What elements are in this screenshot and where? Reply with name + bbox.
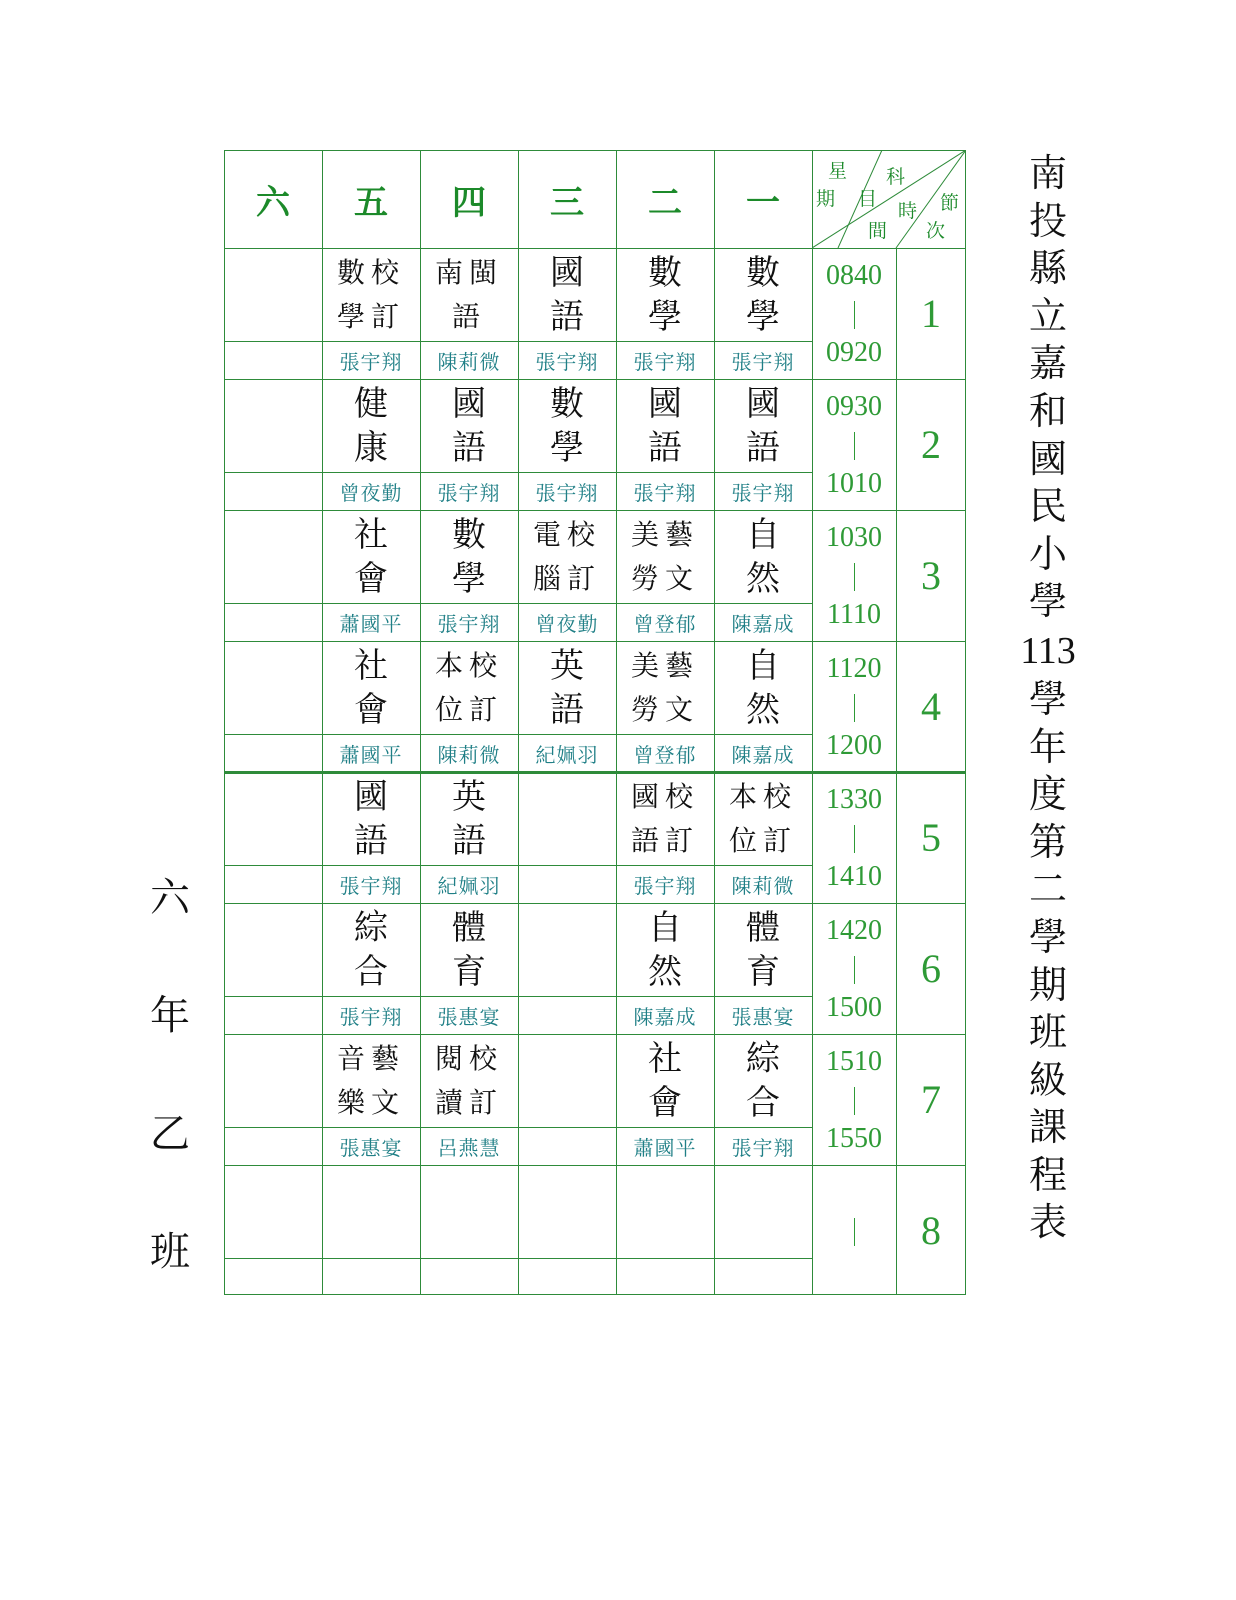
day-header: 六 [256,182,290,223]
subject-line: 腦訂 [532,561,601,595]
subject-cell [224,379,322,472]
period-end-time: 1410 [826,861,882,892]
corner-label-mu: 目 [858,188,878,210]
subject-line: 閱校 [434,1041,503,1075]
teacher-name [714,1258,812,1296]
teacher-name: 陳嘉成 [731,742,795,767]
title-char: 縣 [1028,246,1067,291]
corner-label-shi: 時 [898,200,918,222]
time-range-dash [854,563,855,591]
subject-cell [616,772,714,865]
corner-label-qi: 期 [816,188,836,210]
corner-label-ci: 次 [926,220,946,242]
subject-cell [420,1165,518,1258]
teacher-name [518,996,616,1034]
period-end-time: 1200 [826,730,882,761]
period-start-time: 1510 [826,1046,882,1077]
title-char: 113 [1020,629,1076,672]
subject-line: 學 [648,296,682,337]
subject-line: 數 [746,252,780,293]
day-header: 四 [452,182,486,223]
subject-cell [224,641,322,734]
subject-line: 語 [452,427,486,468]
subject-cell [518,510,616,603]
subject-line: 綜 [354,907,388,948]
corner-label-ke: 科 [886,166,906,188]
subject-cell [714,1165,812,1258]
teacher-name: 陳莉微 [731,873,795,898]
subject-cell [616,1034,714,1127]
teacher-name: 張宇翔 [339,873,403,898]
subject-cell [224,772,322,865]
period-number: 6 [921,946,941,991]
period-time [812,784,896,893]
title-char: 度 [1028,772,1067,817]
subject-line: 然 [648,951,682,992]
subject-line: 綜 [746,1038,780,1079]
subject-cell [322,641,420,734]
subject-cell [714,248,812,341]
title-char: 立 [1028,293,1067,338]
time-range-dash [854,825,855,853]
subject-cell [224,248,322,341]
time-range-dash [854,956,855,984]
subject-line: 育 [452,951,486,992]
subject-line: 國 [550,252,584,293]
corner-label-xing: 星 [828,160,848,182]
subject-cell [420,248,518,341]
subject-cell [322,1034,420,1127]
period-number: 8 [921,1208,941,1253]
subject-line: 自 [746,645,780,686]
teacher-name: 曾登郁 [633,742,697,767]
subject-line: 語 [354,820,388,861]
teacher-name [518,1127,616,1165]
teacher-name: 張宇翔 [535,480,599,505]
subject-line: 美藝 [630,517,699,551]
teacher-name: 蕭國平 [339,742,403,767]
timetable-title [1018,150,1078,1247]
subject-cell [518,248,616,341]
subject-line: 健 [354,383,388,424]
subject-cell [322,903,420,996]
teacher-name: 張惠宴 [731,1004,795,1029]
teacher-name: 曾登郁 [633,611,697,636]
subject-cell [518,903,616,996]
subject-cell [518,641,616,734]
period-end-time: 0920 [826,337,882,368]
time-range-dash [854,1218,855,1246]
subject-line: 體 [452,907,486,948]
teacher-name: 呂燕慧 [437,1135,501,1160]
subject-cell [224,510,322,603]
subject-line: 英 [550,645,584,686]
teacher-name [224,996,322,1034]
title-char: 嘉 [1028,341,1067,386]
subject-cell [518,1165,616,1258]
subject-line: 合 [746,1082,780,1123]
subject-line: 體 [746,907,780,948]
subject-line: 康 [354,427,388,468]
subject-line: 國 [648,383,682,424]
day-header: 一 [746,182,780,223]
period-start-time: 0930 [826,391,882,422]
subject-cell [518,772,616,865]
day-header: 五 [354,182,388,223]
subject-line: 會 [354,558,388,599]
subject-line: 語 [648,427,682,468]
subject-line: 語 [550,689,584,730]
subject-line: 社 [354,645,388,686]
teacher-name: 張惠宴 [437,1004,501,1029]
subject-line: 數校 [336,255,405,289]
subject-cell [616,903,714,996]
subject-line: 國 [746,383,780,424]
period-start-time: 1330 [826,784,882,815]
title-char: 程 [1028,1152,1067,1197]
period-start-time: 1420 [826,915,882,946]
period-end-time: 1550 [826,1123,882,1154]
subject-line: 會 [648,1082,682,1123]
class-name-char: 乙 [150,1111,190,1157]
teacher-name: 紀姵羽 [437,873,501,898]
period-number: 3 [921,553,941,598]
teacher-name [224,341,322,379]
subject-line: 樂文 [336,1085,405,1119]
corner-label-jian: 間 [868,220,888,242]
subject-cell [616,379,714,472]
period-number: 1 [921,291,941,336]
title-char: 年 [1028,724,1067,769]
title-char: 學 [1028,579,1067,624]
subject-cell [714,379,812,472]
subject-line: 英 [452,776,486,817]
timetable-grid [224,150,966,1320]
subject-line: 南閩 [434,255,503,289]
teacher-name: 張宇翔 [633,873,697,898]
subject-line: 位訂 [728,823,797,857]
teacher-name: 張宇翔 [339,1004,403,1029]
subject-line: 學訂 [336,299,405,333]
title-char: 課 [1028,1105,1067,1150]
teacher-name: 張宇翔 [731,480,795,505]
teacher-name: 張宇翔 [339,349,403,374]
subject-line: 美藝 [630,648,699,682]
subject-line: 勞文 [630,561,699,595]
subject-cell [616,641,714,734]
teacher-name [224,1258,322,1296]
subject-cell [224,1165,322,1258]
subject-line: 音藝 [336,1041,405,1075]
subject-cell [714,903,812,996]
period-number: 2 [921,422,941,467]
subject-line: 社 [354,514,388,555]
period-time [812,1046,896,1155]
subject-line: 語 [550,296,584,337]
teacher-name [518,1258,616,1296]
subject-line: 數 [550,383,584,424]
period-number: 4 [921,684,941,729]
teacher-name [224,734,322,772]
class-name [140,875,200,1350]
subject-cell [714,1034,812,1127]
title-char: 投 [1028,198,1067,243]
period-number: 5 [921,815,941,860]
period-start-time: 0840 [826,260,882,291]
subject-cell [518,379,616,472]
title-char: 國 [1028,436,1067,481]
period-end-time: 1010 [826,468,882,499]
time-range-dash [854,432,855,460]
subject-line: 會 [354,689,388,730]
subject-line: 數 [452,514,486,555]
subject-cell [714,641,812,734]
title-char: 南 [1028,151,1067,195]
subject-cell [322,772,420,865]
teacher-name [420,1258,518,1296]
subject-line: 本校 [434,648,503,682]
teacher-name: 曾夜勤 [339,480,403,505]
title-char: 班 [1028,1010,1067,1055]
teacher-name: 紀姵羽 [535,742,599,767]
subject-cell [420,379,518,472]
teacher-name: 張宇翔 [437,611,501,636]
teacher-name: 陳嘉成 [633,1004,697,1029]
class-name-char: 六 [150,875,190,921]
teacher-name [224,1127,322,1165]
teacher-name: 張宇翔 [437,480,501,505]
subject-line: 自 [746,514,780,555]
teacher-name: 陳嘉成 [731,611,795,636]
class-name-char: 班 [150,1229,190,1275]
teacher-name: 陳莉微 [437,349,501,374]
subject-cell [420,510,518,603]
teacher-name: 曾夜勤 [535,611,599,636]
period-time [812,915,896,1024]
subject-line: 本校 [728,779,797,813]
teacher-name: 張宇翔 [731,349,795,374]
period-start-time: 1120 [826,653,882,684]
period-start-time: 1030 [826,522,882,553]
subject-line: 國 [354,776,388,817]
subject-line: 自 [648,907,682,948]
subject-cell [616,248,714,341]
subject-cell [322,248,420,341]
subject-cell [322,510,420,603]
subject-line: 社 [648,1038,682,1079]
period-time [812,1177,896,1286]
title-char: 學 [1028,914,1067,959]
period-number: 7 [921,1077,941,1122]
teacher-name: 蕭國平 [339,611,403,636]
subject-line: 育 [746,951,780,992]
teacher-name: 張宇翔 [731,1135,795,1160]
teacher-name: 張宇翔 [535,349,599,374]
teacher-name [322,1258,420,1296]
teacher-name [518,865,616,903]
title-char: 學 [1028,676,1067,721]
subject-line: 國校 [630,779,699,813]
subject-cell [420,903,518,996]
subject-line: 語 [451,299,486,333]
period-end-time: 1110 [827,599,881,630]
teacher-name: 張宇翔 [633,480,697,505]
subject-line: 語訂 [630,823,699,857]
subject-cell [420,641,518,734]
subject-cell [714,510,812,603]
day-header: 二 [648,182,682,223]
teacher-name [616,1258,714,1296]
day-header: 三 [550,182,584,223]
title-char: 二 [1028,867,1067,912]
teacher-name [224,865,322,903]
subject-cell [518,1034,616,1127]
teacher-name: 張惠宴 [339,1135,403,1160]
subject-cell [616,1165,714,1258]
period-time [812,522,896,631]
subject-cell [322,379,420,472]
subject-line: 位訂 [434,692,503,726]
subject-cell [322,1165,420,1258]
subject-cell [224,903,322,996]
time-range-dash [854,1087,855,1115]
period-time [812,260,896,369]
period-time [812,653,896,762]
teacher-name [224,472,322,510]
subject-cell [420,1034,518,1127]
subject-cell [616,510,714,603]
title-char: 和 [1028,388,1067,433]
class-name-char: 年 [150,993,190,1039]
period-end-time: 1500 [826,992,882,1023]
teacher-name: 蕭國平 [633,1135,697,1160]
subject-line: 國 [452,383,486,424]
corner-label-jie: 節 [940,192,960,214]
header-corner [812,150,966,248]
subject-cell [224,1034,322,1127]
subject-line: 學 [746,296,780,337]
title-char: 第 [1028,819,1067,864]
title-char: 民 [1028,484,1067,529]
subject-line: 然 [746,689,780,730]
subject-line: 讀訂 [434,1085,503,1119]
subject-cell [714,772,812,865]
teacher-name [224,603,322,641]
subject-line: 合 [354,951,388,992]
subject-line: 學 [452,558,486,599]
time-range-dash [854,301,855,329]
title-char: 期 [1028,962,1067,1007]
title-char: 表 [1028,1200,1067,1245]
title-char: 級 [1028,1057,1067,1102]
subject-line: 然 [746,558,780,599]
teacher-name: 張宇翔 [633,349,697,374]
subject-line: 語 [746,427,780,468]
time-range-dash [854,694,855,722]
subject-line: 勞文 [630,692,699,726]
teacher-name: 陳莉微 [437,742,501,767]
subject-cell [420,772,518,865]
subject-line: 電校 [532,517,601,551]
period-time [812,391,896,500]
subject-line: 數 [648,252,682,293]
subject-line: 學 [550,427,584,468]
title-char: 小 [1028,531,1067,576]
subject-line: 語 [452,820,486,861]
